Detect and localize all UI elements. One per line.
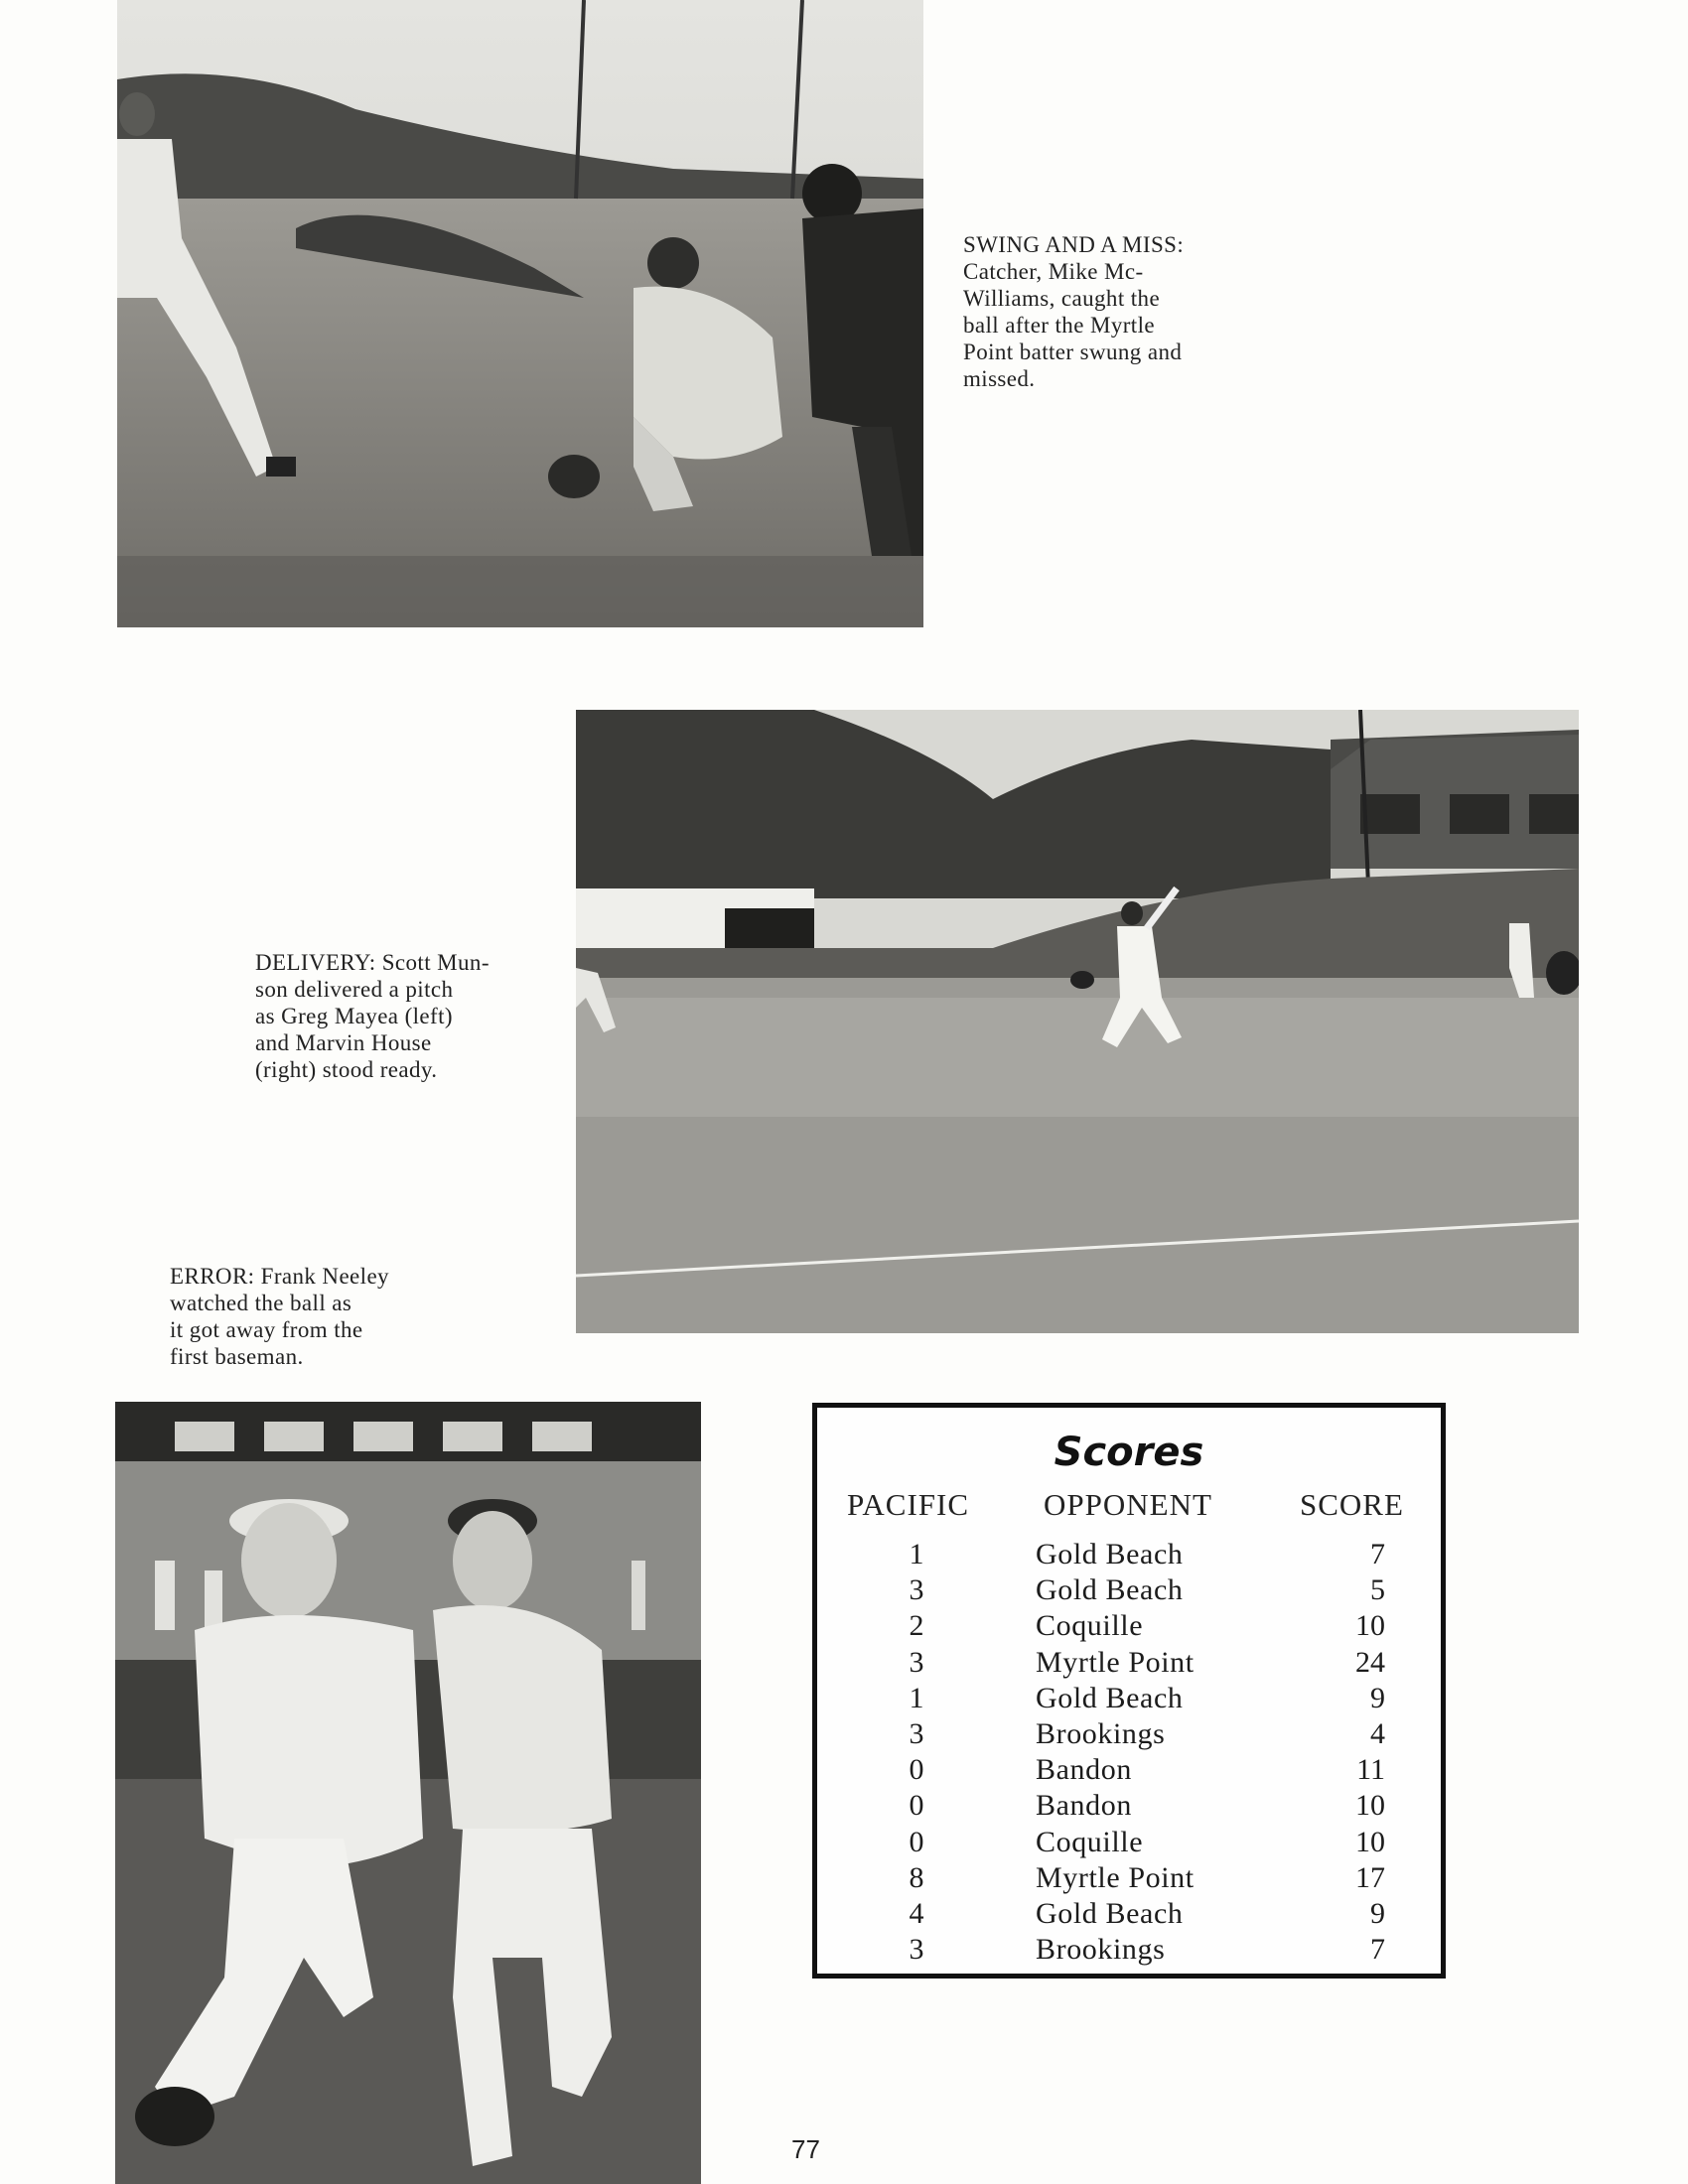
table-row [817,1537,1441,1572]
table-row [817,1860,1441,1896]
error-caption [170,1263,468,1370]
opponent-name: Bandon [1036,1753,1132,1787]
caption-line: Point batter swung and [963,340,1183,364]
pacific-score: 0 [909,1789,924,1823]
table-row [817,1896,1441,1932]
pacific-score: 2 [909,1609,924,1643]
caption-line: missed. [963,366,1036,391]
opponent-score: 10 [1355,1789,1385,1823]
opponent-score: 7 [1370,1538,1385,1570]
caption-line: Williams, caught the [963,286,1161,311]
opponent-score: 5 [1370,1573,1385,1607]
opponent-score: 10 [1355,1609,1385,1643]
caption-line: ball after the Myrtle [963,313,1155,338]
opponent-score: 11 [1356,1753,1385,1787]
caption-line: SWING AND A MISS: [963,232,1185,257]
pacific-score: 0 [909,1825,924,1858]
opponent-name: Coquille [1036,1609,1144,1643]
caption-line: watched the ball as [170,1291,352,1315]
caption-line: ERROR: Frank Neeley [170,1264,389,1289]
scores-table [812,1403,1446,1979]
opponent-score: 4 [1370,1716,1385,1750]
swing-and-a-miss-photo [117,0,923,627]
pacific-score: 3 [909,1716,924,1750]
scores-rows [817,1537,1441,1968]
caption-line: it got away from the [170,1317,363,1342]
caption-line: as Greg Mayea (left) [255,1004,453,1028]
error-photo [115,1402,701,2184]
table-row [817,1572,1441,1608]
header-score: SCORE [1300,1487,1404,1522]
header-opponent: OPPONENT [1044,1487,1212,1522]
caption-line: Catcher, Mike Mc- [963,259,1144,284]
delivery-caption [255,949,563,1083]
opponent-name: Brookings [1036,1933,1166,1967]
pacific-score: 1 [909,1538,924,1570]
opponent-name: Brookings [1036,1716,1166,1750]
opponent-name: Myrtle Point [1036,1645,1195,1679]
page-number: 77 [791,2134,820,2164]
pacific-score: 3 [909,1573,924,1607]
opponent-name: Gold Beach [1036,1896,1184,1930]
table-row [817,1716,1441,1752]
opponent-name: Gold Beach [1036,1538,1184,1570]
opponent-score: 9 [1370,1896,1385,1930]
header-pacific: PACIFIC [847,1487,970,1522]
table-row [817,1825,1441,1860]
opponent-name: Myrtle Point [1036,1860,1195,1894]
scores-title: Scores [1054,1430,1204,1475]
opponent-score: 24 [1355,1645,1385,1679]
pacific-score: 0 [909,1753,924,1787]
pacific-score: 4 [909,1896,924,1930]
pacific-score: 1 [909,1681,924,1714]
opponent-score: 10 [1355,1825,1385,1858]
opponent-score: 9 [1370,1681,1385,1714]
caption-line: son delivered a pitch [255,977,454,1002]
pacific-score: 3 [909,1645,924,1679]
caption-line: first baseman. [170,1344,304,1369]
swing-and-a-miss-caption [963,231,1261,392]
opponent-name: Bandon [1036,1789,1132,1823]
pacific-score: 8 [909,1860,924,1894]
table-row [817,1608,1441,1644]
table-row [817,1788,1441,1824]
caption-line: DELIVERY: Scott Mun- [255,950,490,975]
pacific-score: 3 [909,1933,924,1967]
opponent-name: Coquille [1036,1825,1144,1858]
opponent-name: Gold Beach [1036,1681,1184,1714]
table-row [817,1752,1441,1788]
table-row [817,1681,1441,1716]
opponent-name: Gold Beach [1036,1573,1184,1607]
table-row [817,1645,1441,1681]
caption-line: and Marvin House [255,1030,432,1055]
opponent-score: 7 [1370,1933,1385,1967]
opponent-score: 17 [1355,1860,1385,1894]
table-row [817,1932,1441,1968]
delivery-photo [576,710,1579,1333]
caption-line: (right) stood ready. [255,1057,438,1082]
